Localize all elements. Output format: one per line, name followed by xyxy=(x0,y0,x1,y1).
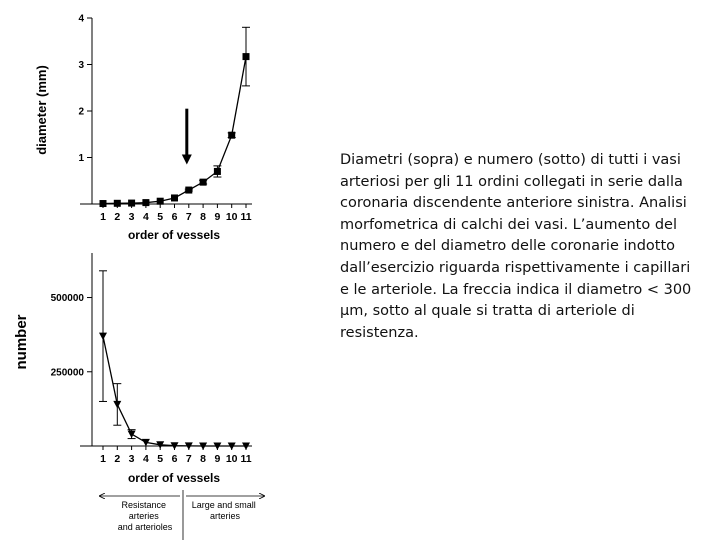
number-y-axis-label: number xyxy=(13,314,30,370)
diameter-chart xyxy=(34,14,252,243)
data-point xyxy=(114,200,121,207)
data-point xyxy=(142,199,149,206)
x-tick-label: 11 xyxy=(240,453,252,465)
number-y-ticks xyxy=(51,293,92,378)
x-tick-label: 2 xyxy=(114,211,121,223)
data-point xyxy=(157,198,164,205)
data-point xyxy=(214,168,221,175)
range-large-small-label-line1: Large and small xyxy=(191,500,256,510)
number-x-ticks xyxy=(100,446,252,465)
x-tick-label: 3 xyxy=(128,211,135,223)
x-tick-label: 5 xyxy=(157,453,164,465)
data-point xyxy=(185,187,192,194)
x-tick-label: 9 xyxy=(214,453,221,465)
range-resistance-label-line3: and arterioles xyxy=(117,522,173,532)
data-point xyxy=(243,53,250,60)
data-point xyxy=(128,431,136,439)
y-tick-label: 1 xyxy=(78,153,84,164)
diameter-x-ticks xyxy=(100,204,252,223)
x-tick-label: 8 xyxy=(200,453,207,465)
x-tick-label: 7 xyxy=(185,211,192,223)
diameter-series-line xyxy=(103,57,246,204)
x-tick-label: 9 xyxy=(214,211,221,223)
number-chart xyxy=(13,253,264,540)
x-tick-label: 2 xyxy=(114,453,121,465)
data-point xyxy=(113,401,121,409)
x-tick-label: 8 xyxy=(200,211,207,223)
range-large-small xyxy=(186,496,264,521)
data-point xyxy=(99,333,107,341)
data-point xyxy=(100,200,107,207)
diameter-points xyxy=(100,53,250,207)
number-series-line xyxy=(103,336,246,446)
x-tick-label: 4 xyxy=(142,211,149,223)
figure-caption: Diametri (sopra) e numero (sotto) di tutti i vasi arteriosi per gli 11 ordini collegati in serie dalla coronaria discendente anteriore sinistra. Analisi morfometrica di calchi dei vasi. L’aumento del numero e del diametro delle coronarie indotto dall’esercizio riguarda rispettivamente i capillari e le arteriole. La freccia indica il diametro < 300 µm, sotto al quale si tratta di arteriole di resistenza. xyxy=(340,152,692,341)
y-tick-label: 4 xyxy=(78,13,84,25)
range-large-small-label-line2: arteries xyxy=(209,511,241,521)
diameter-y-ticks xyxy=(78,14,92,165)
range-resistance-label-line1: Resistance xyxy=(121,500,167,510)
x-tick-label: 10 xyxy=(225,211,238,223)
range-resistance xyxy=(100,496,180,532)
x-tick-label: 4 xyxy=(142,453,149,465)
x-tick-label: 10 xyxy=(225,453,238,465)
y-tick-label: 3 xyxy=(78,60,84,71)
x-tick-label: 11 xyxy=(240,211,252,223)
x-tick-label: 1 xyxy=(100,211,106,223)
diameter-error-bars xyxy=(185,27,250,191)
x-tick-label: 3 xyxy=(128,453,135,465)
x-tick-label: 6 xyxy=(171,211,178,223)
number-error-bars xyxy=(99,271,136,439)
data-point xyxy=(200,179,207,186)
data-point xyxy=(128,200,135,207)
range-resistance-label-line2: arteries xyxy=(128,511,159,521)
y-tick-label: 500000 xyxy=(50,293,84,305)
y-tick-label: 250000 xyxy=(50,367,84,379)
x-tick-label: 6 xyxy=(171,453,178,465)
svg-text:Resistance arteries xyxy=(118,500,173,532)
number-x-axis-label: order of vessels xyxy=(127,471,221,485)
number-points xyxy=(99,333,250,450)
x-tick-label: 1 xyxy=(100,453,106,465)
diameter-x-axis-label: order of vessels xyxy=(127,228,221,242)
y-tick-label: 2 xyxy=(78,106,84,118)
arrow-head xyxy=(182,154,192,164)
x-tick-label: 5 xyxy=(157,211,164,223)
resistance-threshold-arrow xyxy=(182,109,192,165)
data-point xyxy=(228,132,235,139)
svg-text:Large and small arteri xyxy=(192,500,259,521)
data-point xyxy=(171,194,178,201)
x-tick-label: 7 xyxy=(185,453,192,465)
diameter-y-axis-label: diameter (mm) xyxy=(34,65,49,155)
